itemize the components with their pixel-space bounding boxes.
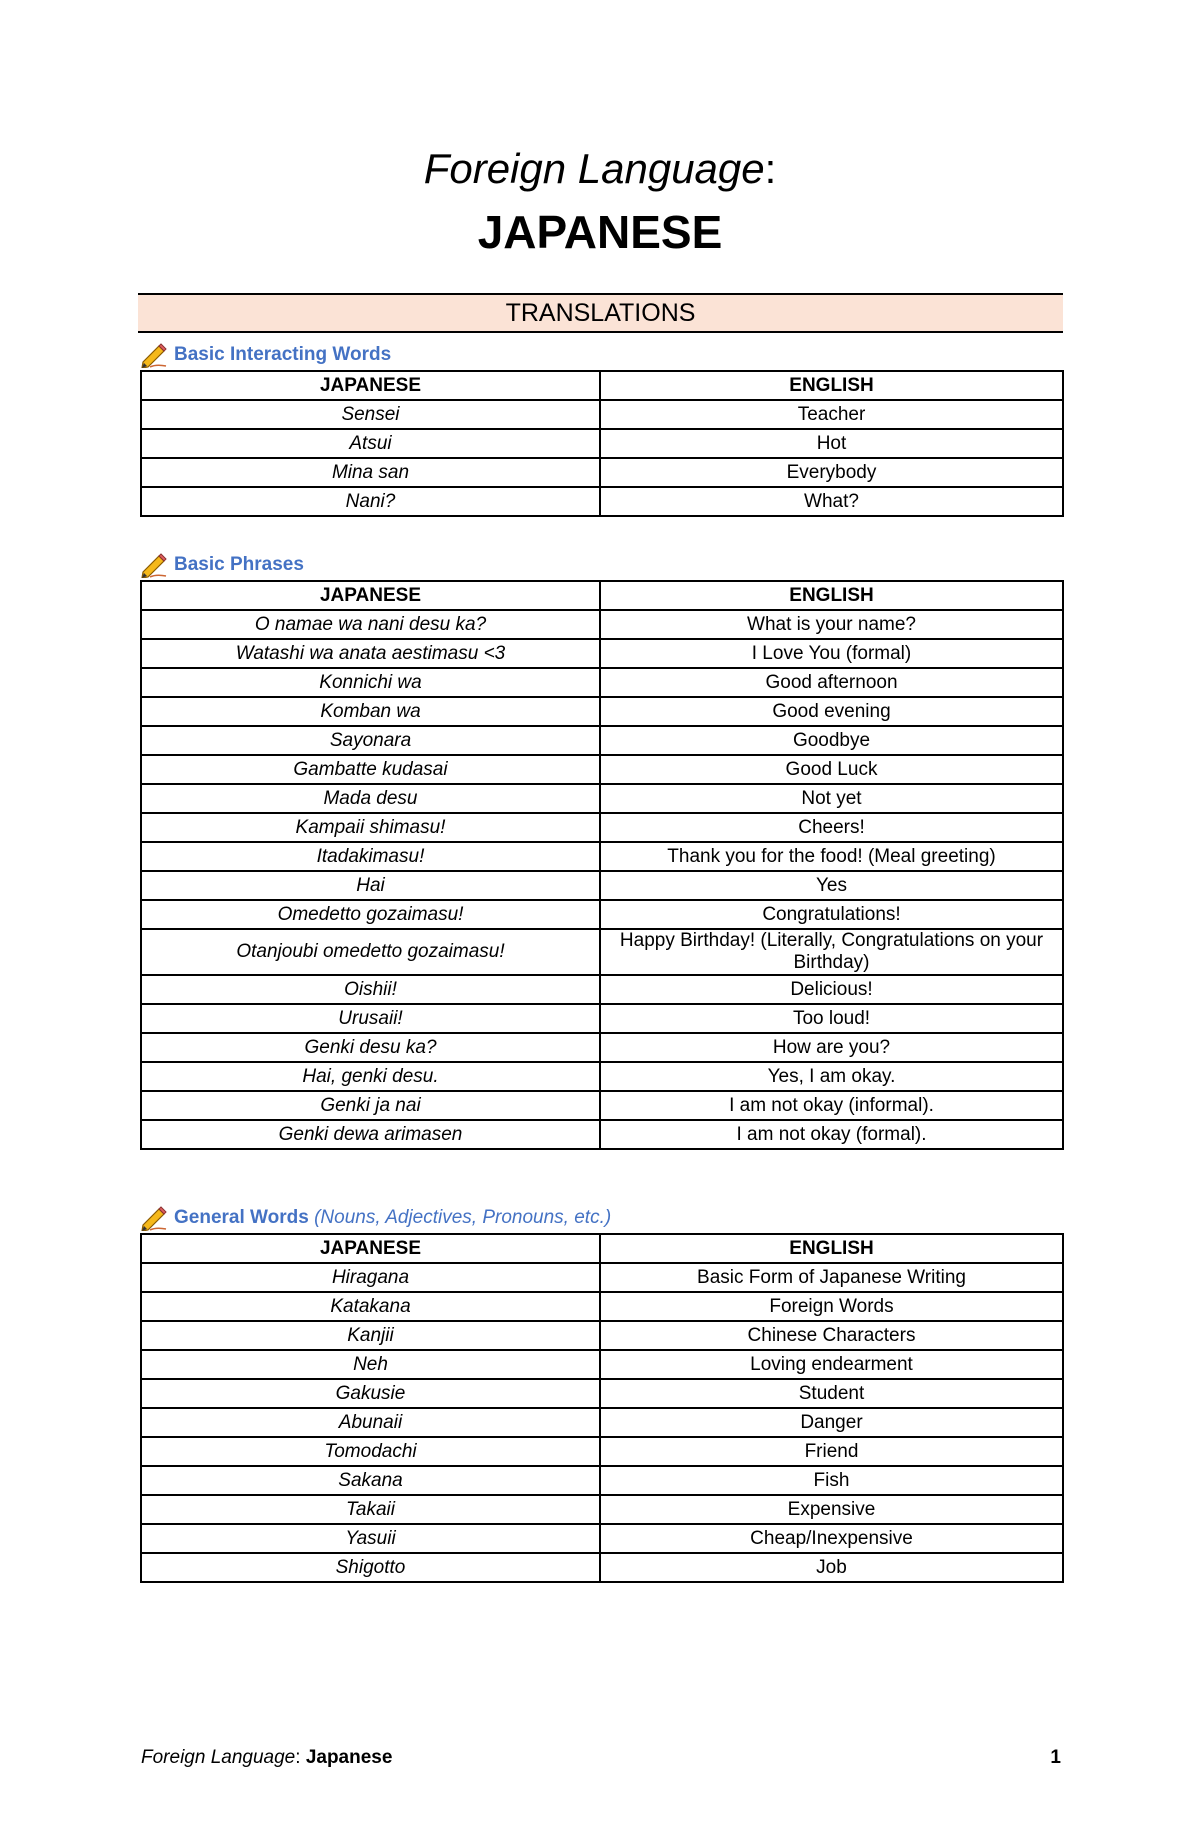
english-translation: Too loud! [600, 1004, 1063, 1033]
japanese-term: Komban wa [141, 697, 600, 726]
column-header-japanese: JAPANESE [141, 371, 600, 400]
section-title: General Words [174, 1207, 309, 1228]
english-translation: I am not okay (informal). [600, 1091, 1063, 1120]
japanese-term: Urusaii! [141, 1004, 600, 1033]
pencil-writing-icon [140, 1205, 168, 1231]
footer-colon: : [295, 1747, 301, 1768]
english-translation: Loving endearment [600, 1350, 1063, 1379]
english-translation: Delicious! [600, 975, 1063, 1004]
table-row [141, 1004, 1063, 1033]
table-row [141, 1120, 1063, 1149]
english-translation: Yes [600, 871, 1063, 900]
page-number: 1 [1050, 1747, 1061, 1768]
japanese-term: Nani? [141, 487, 600, 516]
japanese-term: Konnichi wa [141, 668, 600, 697]
english-translation: Hot [600, 429, 1063, 458]
japanese-term: Mina san [141, 458, 600, 487]
table-row [141, 929, 1063, 975]
section-heading [140, 550, 1062, 580]
japanese-term: Hai [141, 871, 600, 900]
japanese-term: Sensei [141, 400, 600, 429]
footer-italic-text: Foreign Language [141, 1747, 296, 1768]
english-translation: Foreign Words [600, 1292, 1063, 1321]
english-translation: Expensive [600, 1495, 1063, 1524]
table-row [141, 1062, 1063, 1091]
table-row [141, 1553, 1063, 1582]
japanese-term: Genki desu ka? [141, 1033, 600, 1062]
table-row [141, 842, 1063, 871]
japanese-term: Kanjii [141, 1321, 600, 1350]
table-row [141, 610, 1063, 639]
section-title: Basic Phrases [174, 554, 304, 575]
english-translation: What? [600, 487, 1063, 516]
japanese-term: Sayonara [141, 726, 600, 755]
japanese-term: Sakana [141, 1466, 600, 1495]
footer-bold-text: Japanese [305, 1747, 393, 1768]
table-row [141, 1437, 1063, 1466]
table-row [141, 871, 1063, 900]
english-translation: Happy Birthday! (Literally, Congratulations on your Birthday) [600, 929, 1063, 975]
english-translation: Fish [600, 1466, 1063, 1495]
japanese-term: Gambatte kudasai [141, 755, 600, 784]
table-row [141, 429, 1063, 458]
table-row [141, 1033, 1063, 1062]
english-translation: How are you? [600, 1033, 1063, 1062]
table-row [141, 1379, 1063, 1408]
title-foreign-language: Foreign Language [423, 145, 765, 192]
japanese-term: Otanjoubi omedetto gozaimasu! [141, 929, 600, 975]
table-row [141, 1091, 1063, 1120]
english-translation: Student [600, 1379, 1063, 1408]
table-row [141, 1292, 1063, 1321]
table-row [141, 458, 1063, 487]
translation-table [140, 580, 1064, 1150]
english-translation: I am not okay (formal). [600, 1120, 1063, 1149]
column-header-english: ENGLISH [600, 371, 1063, 400]
document-title-line2: JAPANESE [477, 206, 723, 258]
column-header-english: ENGLISH [600, 1234, 1063, 1263]
section-subtitle: (Nouns, Adjectives, Pronouns, etc.) [314, 1207, 612, 1228]
table-row [141, 1466, 1063, 1495]
japanese-term: Yasuii [141, 1524, 600, 1553]
japanese-term: Hai, genki desu. [141, 1062, 600, 1091]
japanese-term: Gakusie [141, 1379, 600, 1408]
column-header-japanese: JAPANESE [141, 581, 600, 610]
table-row [141, 1263, 1063, 1292]
english-translation: Danger [600, 1408, 1063, 1437]
title-colon: : [764, 145, 777, 192]
page-footer [141, 1747, 1061, 1769]
english-translation: What is your name? [600, 610, 1063, 639]
english-translation: Goodbye [600, 726, 1063, 755]
footer-document-name [141, 1747, 392, 1769]
english-translation: Chinese Characters [600, 1321, 1063, 1350]
english-translation: Cheap/Inexpensive [600, 1524, 1063, 1553]
document-title-line1 [0, 145, 1200, 193]
english-translation: Not yet [600, 784, 1063, 813]
table-row [141, 755, 1063, 784]
table-header-row [141, 581, 1063, 610]
table-row [141, 975, 1063, 1004]
japanese-term: Tomodachi [141, 1437, 600, 1466]
english-translation: Friend [600, 1437, 1063, 1466]
english-translation: Basic Form of Japanese Writing [600, 1263, 1063, 1292]
japanese-term: O namae wa nani desu ka? [141, 610, 600, 639]
table-header-row [141, 371, 1063, 400]
table-header-row [141, 1234, 1063, 1263]
japanese-term: Takaii [141, 1495, 600, 1524]
japanese-term: Watashi wa anata aestimasu <3 [141, 639, 600, 668]
table-row [141, 487, 1063, 516]
english-translation: Everybody [600, 458, 1063, 487]
table-row [141, 1321, 1063, 1350]
japanese-term: Hiragana [141, 1263, 600, 1292]
english-translation: I Love You (formal) [600, 639, 1063, 668]
table-row [141, 1408, 1063, 1437]
english-translation: Good afternoon [600, 668, 1063, 697]
section-title: Basic Interacting Words [174, 344, 392, 365]
table-row [141, 813, 1063, 842]
japanese-term: Itadakimasu! [141, 842, 600, 871]
table-row [141, 1524, 1063, 1553]
japanese-term: Neh [141, 1350, 600, 1379]
column-header-english: ENGLISH [600, 581, 1063, 610]
japanese-term: Atsui [141, 429, 600, 458]
table-row [141, 726, 1063, 755]
table-row [141, 1495, 1063, 1524]
japanese-term: Shigotto [141, 1553, 600, 1582]
english-translation: Good evening [600, 697, 1063, 726]
japanese-term: Katakana [141, 1292, 600, 1321]
english-translation: Congratulations! [600, 900, 1063, 929]
pencil-writing-icon [140, 552, 168, 578]
english-translation: Yes, I am okay. [600, 1062, 1063, 1091]
translation-table [140, 1233, 1064, 1583]
japanese-term: Genki dewa arimasen [141, 1120, 600, 1149]
translations-banner: TRANSLATIONS [138, 293, 1063, 333]
pencil-writing-icon [140, 342, 168, 368]
table-row [141, 697, 1063, 726]
column-header-japanese: JAPANESE [141, 1234, 600, 1263]
japanese-term: Kampaii shimasu! [141, 813, 600, 842]
english-translation: Teacher [600, 400, 1063, 429]
table-row [141, 784, 1063, 813]
section-general-words [140, 1203, 1062, 1583]
translation-table [140, 370, 1064, 517]
section-basic-interacting-words [140, 340, 1062, 517]
table-row [141, 1350, 1063, 1379]
english-translation: Thank you for the food! (Meal greeting) [600, 842, 1063, 871]
table-row [141, 900, 1063, 929]
japanese-term: Oishii! [141, 975, 600, 1004]
section-heading [140, 340, 1062, 370]
section-heading [140, 1203, 1062, 1233]
table-row [141, 639, 1063, 668]
japanese-term: Abunaii [141, 1408, 600, 1437]
english-translation: Cheers! [600, 813, 1063, 842]
english-translation: Good Luck [600, 755, 1063, 784]
japanese-term: Genki ja nai [141, 1091, 600, 1120]
japanese-term: Mada desu [141, 784, 600, 813]
table-row [141, 400, 1063, 429]
japanese-term: Omedetto gozaimasu! [141, 900, 600, 929]
english-translation: Job [600, 1553, 1063, 1582]
section-basic-phrases [140, 550, 1062, 1150]
table-row [141, 668, 1063, 697]
